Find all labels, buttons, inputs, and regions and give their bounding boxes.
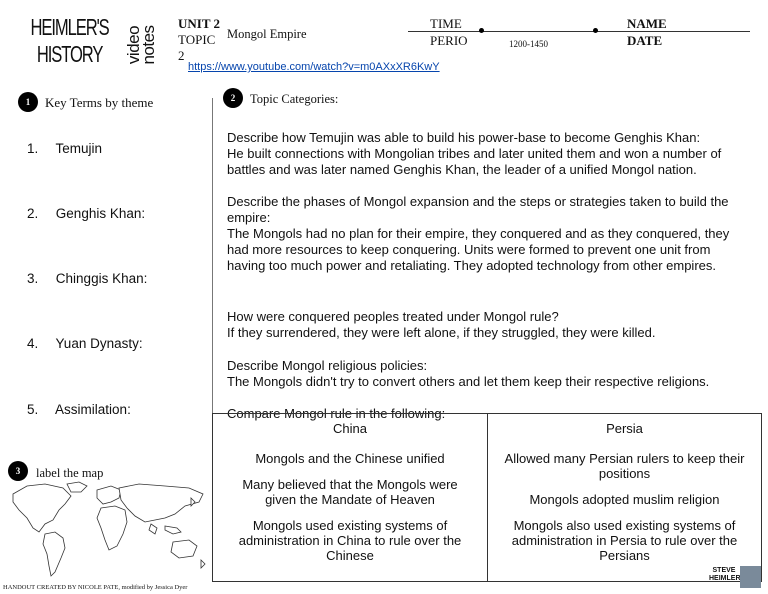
section-divider	[212, 98, 213, 460]
topic-label: TOPIC	[178, 32, 216, 47]
period-value: 1200-1450	[509, 39, 548, 49]
date-label: DATE	[627, 33, 663, 48]
china-header: China	[333, 421, 367, 436]
key-term-item	[27, 336, 143, 351]
persia-column	[488, 414, 761, 581]
section-badge-3: 3	[8, 461, 28, 481]
logo-line-2: HISTORY	[36, 41, 103, 67]
china-point: Mongols used existing systems of administration in China to rule over the Chinese	[238, 518, 462, 563]
map-title: label the map	[36, 466, 104, 480]
question-compare: Compare Mongol rule in the following:	[227, 406, 446, 421]
answer-religion: The Mongols didn't try to convert others and let them keep their respective religions.	[227, 374, 710, 389]
key-term-text: Genghis Khan:	[55, 206, 146, 221]
unit-label: UNIT 2	[178, 16, 221, 31]
name-label: NAME	[627, 16, 667, 31]
corner-logo-line-1: STEVE	[712, 567, 736, 574]
persia-point: Mongols also used existing systems of administration in Persia to rule over the Persians	[511, 518, 738, 563]
video-notes-bottom: notes	[139, 25, 158, 65]
key-terms-title: Key Terms by theme	[45, 95, 154, 110]
time-line	[408, 31, 750, 32]
logo-line-1: HEIMLER'S	[30, 14, 109, 40]
video-link[interactable]: https://www.youtube.com/watch?v=m0AXxXR6KwY	[188, 61, 440, 73]
timeline-dot	[593, 28, 598, 33]
answer-expansion: The Mongols had no plan for their empire, they conquered and as they conquered, they had more resources to keep conquering. Units were formed to prevent one unit from having too much power and retaliating. They adopted technology from other empires.	[227, 226, 730, 273]
world-map[interactable]	[5, 480, 215, 582]
topic-number: 2	[178, 48, 185, 63]
section-badge-2: 2	[223, 88, 243, 108]
china-column	[213, 414, 487, 581]
persia-header: Persia	[606, 421, 643, 436]
answer-temujin: He built connections with Mongolian tribes and later united them and won a number of battles and was later named Genghis Khan, the leader of a unified Mongol nation.	[227, 146, 722, 177]
video-notes-label	[126, 22, 156, 68]
key-term-number: 4.	[27, 336, 39, 351]
china-point: Many believed that the Mongols were given the Mandate of Heaven	[242, 477, 458, 507]
topic-value: Mongol Empire	[227, 27, 307, 41]
video-notes-top: video	[124, 25, 143, 65]
question-conquered-peoples: How were conquered peoples treated under Mongol rule?	[227, 309, 559, 324]
heimler-photo	[740, 566, 761, 588]
key-term-item	[27, 402, 131, 417]
question-religion: Describe Mongol religious policies:	[227, 358, 428, 373]
key-term-number: 3.	[27, 271, 39, 286]
compare-table	[212, 413, 762, 582]
persia-point: Mongols adopted muslim religion	[529, 492, 720, 507]
heimlers-history-logo	[30, 14, 109, 68]
timeline-dot	[479, 28, 484, 33]
handout-credit: HANDOUT CREATED BY NICOLE PATE, modified by Jessica Dyer	[3, 584, 188, 591]
key-term-text: Yuan Dynasty:	[55, 336, 143, 351]
topic-categories-title: Topic Categories:	[250, 92, 339, 106]
key-term-text: Assimilation:	[55, 402, 131, 417]
steve-heimler-logo	[709, 567, 739, 583]
corner-logo-line-2: HEIMLER	[709, 575, 741, 582]
period-label: PERIO	[430, 33, 468, 48]
question-expansion: Describe the phases of Mongol expansion and the steps or strategies taken to build the empire:	[227, 194, 729, 225]
china-point: Mongols and the Chinese unified	[255, 451, 445, 466]
key-term-text: Temujin	[55, 141, 103, 156]
answer-conquered-peoples: If they surrendered, they were left alone, if they struggled, they were killed.	[227, 325, 656, 340]
key-term-text: Chinggis Khan:	[55, 271, 148, 286]
time-label: TIME	[430, 16, 462, 31]
persia-point: Allowed many Persian rulers to keep their positions	[504, 451, 745, 481]
key-term-item	[27, 271, 147, 286]
question-temujin: Describe how Temujin was able to build his power-base to become Genghis Khan:	[227, 130, 701, 145]
key-term-item	[27, 141, 102, 156]
key-term-item	[27, 206, 145, 221]
section-badge-1: 1	[18, 92, 38, 112]
key-term-number: 5.	[27, 402, 39, 417]
key-term-number: 2.	[27, 206, 39, 221]
key-term-number: 1.	[27, 141, 39, 156]
